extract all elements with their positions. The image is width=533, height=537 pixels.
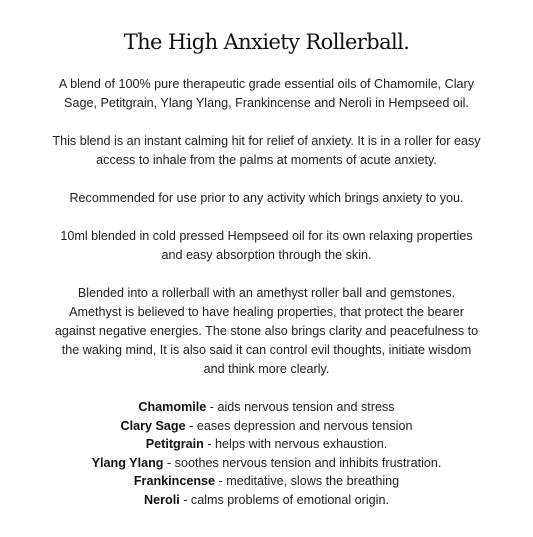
paragraph-line: Amethyst is believed to have healing properties, that protect the bearer <box>69 305 464 319</box>
oil-description: - calms problems of emotional origin. <box>179 492 389 507</box>
paragraph-line: Sage, Petitgrain, Ylang Ylang, Frankincense and Neroli in Hempseed oil. <box>64 96 469 110</box>
oil-item-chamomile <box>22 398 511 417</box>
oil-description: - meditative, slows the breathing <box>215 474 400 488</box>
oil-name: Neroli <box>144 492 180 507</box>
paragraph-amethyst <box>22 284 511 379</box>
oil-item-neroli <box>22 491 511 510</box>
oil-list <box>22 398 511 509</box>
oil-description: - eases depression and nervous tension <box>185 418 413 433</box>
oil-description: - helps with nervous exhaustion. <box>203 437 388 451</box>
oil-item-frankincense <box>22 472 511 491</box>
paragraph-blend <box>22 75 511 113</box>
description-body <box>22 75 511 379</box>
paragraph-line: 10ml blended in cold pressed Hempseed oil for its own relaxing properties <box>60 229 473 243</box>
paragraph-line: Recommended for use prior to any activity which brings anxiety to you. <box>69 191 464 205</box>
oil-item-petitgrain <box>22 435 511 454</box>
paragraph-recommended <box>22 189 511 208</box>
paragraph-line: A blend of 100% pure therapeutic grade essential oils of Chamomile, Clary <box>58 77 475 91</box>
paragraph-line: against negative energies. The stone also brings clarity and peacefulness to <box>54 324 479 338</box>
oil-item-ylang-ylang <box>22 454 511 473</box>
paragraph-volume <box>22 227 511 265</box>
page-title: The High Anxiety Rollerball. <box>123 30 410 54</box>
oil-name: Chamomile <box>138 400 207 414</box>
oil-description: - soothes nervous tension and inhibits frustration. <box>163 455 442 470</box>
paragraph-calming <box>22 132 511 170</box>
paragraph-line: and easy absorption through the skin. <box>161 248 372 262</box>
oil-name: Frankincense <box>133 474 216 488</box>
oil-name: Petitgrain <box>145 437 204 451</box>
paragraph-line: Blended into a rollerball with an amethyst roller ball and gemstones. <box>77 286 456 300</box>
paragraph-line: the waking mind, It is also said it can control evil thoughts, initiate wisdom <box>61 343 472 357</box>
oil-name: Ylang Ylang <box>91 455 164 470</box>
oil-item-clary-sage <box>22 417 511 436</box>
oil-description: - aids nervous tension and stress <box>206 400 395 414</box>
paragraph-line: This blend is an instant calming hit for relief of anxiety. It is in a roller for easy <box>52 134 481 148</box>
oil-name: Clary Sage <box>120 418 186 433</box>
paragraph-line: access to inhale from the palms at moments of acute anxiety. <box>96 153 437 167</box>
paragraph-line: and think more clearly. <box>203 362 330 376</box>
